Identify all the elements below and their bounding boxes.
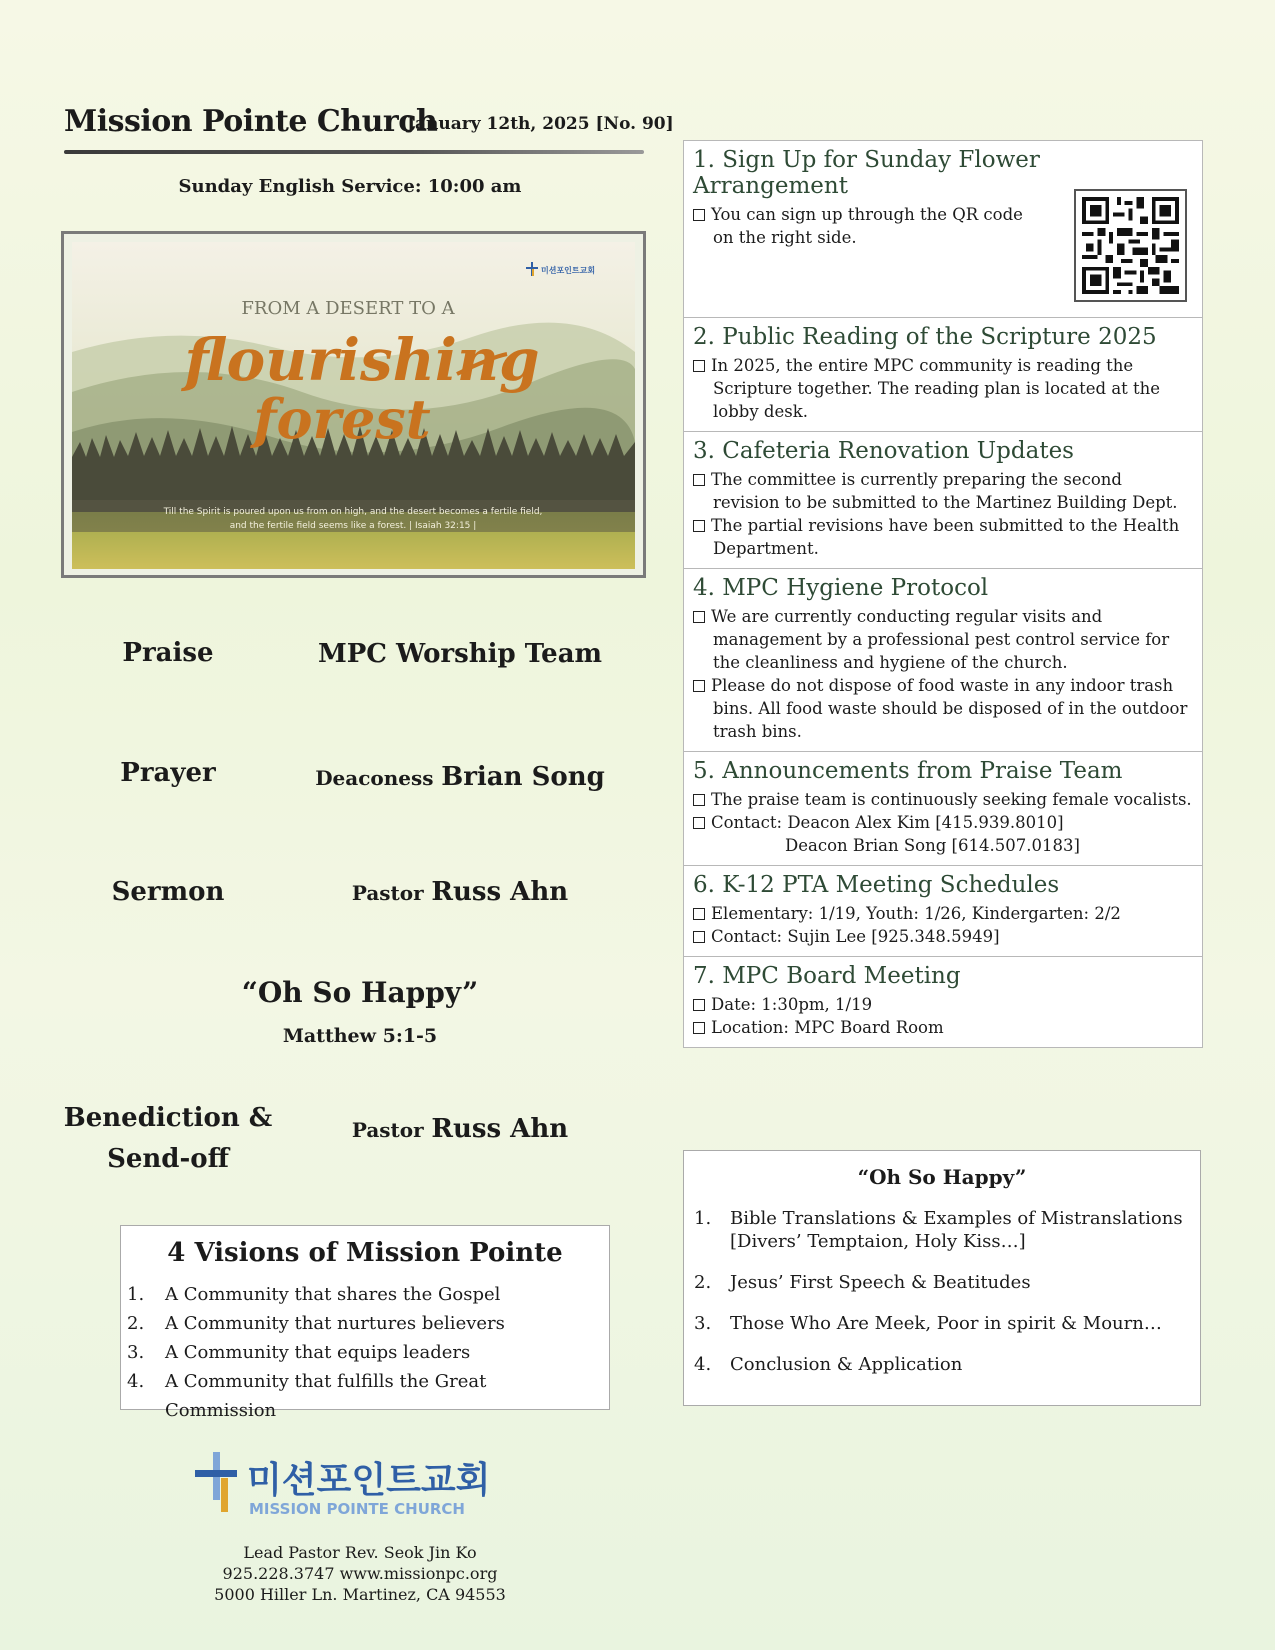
list-item: 4. A Community that fulfills the Great Commission [127, 1371, 487, 1421]
announcement-7: 7. MPC Board Meeting Date: 1:30pm, 1/19 Location: MPC Board Room [693, 963, 961, 1037]
list-item: 4. Conclusion & Application [694, 1354, 963, 1375]
sermon-series-banner [61, 231, 646, 578]
checkbox-icon [693, 360, 705, 372]
list-item: 1. Bible Translations & Examples of Mistranslations [Divers’ Temptaion, Holy Kiss…] [694, 1208, 1183, 1252]
announcements-panel [683, 140, 1203, 1048]
praise-label: Praise [122, 638, 214, 668]
bulletin-date: January 12th, 2025 [No. 90] [407, 114, 674, 134]
banner-script-word2: forest [253, 387, 431, 451]
benediction-label: Benediction & Send-off [63, 1103, 273, 1174]
forest-landscape-image [72, 242, 635, 569]
announcement-6: 6. K-12 PTA Meeting Schedules Elementary: 1/19, Youth: 1/26, Kindergarten: 2/2 Contact: Sujin Lee [925.348.5949] [684, 866, 1202, 957]
checkbox-icon [693, 1022, 705, 1034]
qr-code[interactable] [1074, 189, 1187, 302]
banner-verse-line1: Till the Spirit is poured upon us from on high, and the desert becomes a fertile field, [163, 507, 543, 517]
list-item: 2. Jesus’ First Speech & Beatitudes [694, 1272, 1031, 1293]
svg-text:미션포인트교회: 미션포인트교회 [541, 266, 596, 275]
church-name: Mission Pointe Church [64, 104, 438, 139]
announcement-2: 2. Public Reading of the Scripture 2025 In 2025, the entire MPC community is reading the Scripture together. The reading plan is located at the lobby desk. [684, 318, 1202, 432]
announcement-3: 3. Cafeteria Renovation Updates The committee is currently preparing the second revision to be submitted to the Martinez Building Dept. The partial revisions have been submitted to the Health Department. [684, 432, 1202, 569]
checkbox-icon [693, 817, 705, 829]
checkbox-icon [693, 474, 705, 486]
sermon-label: Sermon [111, 877, 225, 907]
announcement-1: 1. Sign Up for Sunday Flower Arrangement You can sign up through the QR code on the right side. [684, 141, 1202, 318]
checkbox-icon [693, 794, 705, 806]
sermon-scripture: Matthew 5:1-5 [282, 1025, 438, 1047]
outline-heading: “Oh So Happy” [857, 1165, 1027, 1189]
list-item: 2. A Community that nurtures believers [127, 1313, 505, 1334]
list-item: 3. A Community that equips leaders [127, 1342, 471, 1363]
checkbox-icon [693, 209, 705, 221]
checkbox-icon [693, 931, 705, 943]
praise-leader: MPC Worship Team [317, 639, 603, 669]
checkbox-icon [693, 908, 705, 920]
service-time: Sunday English Service: 10:00 am [178, 176, 522, 197]
church-contact: Lead Pastor Rev. Seok Jin Ko 925.228.3747 www.missionpc.org 5000 Hiller Ln. Martinez, CA 94553 [214, 1543, 506, 1604]
visions-box [120, 1225, 610, 1421]
banner-verse-line2: and the fertile field seems like a forest. | Isaiah 32:15 | [229, 521, 477, 531]
checkbox-icon [693, 611, 705, 623]
sermon-outline-box [683, 1150, 1201, 1406]
banner-script-word1: flourishing [184, 326, 540, 394]
logo-english: MISSION POINTE CHURCH [249, 1500, 465, 1518]
prayer-leader: Deaconess Brian Song [315, 762, 605, 792]
checkbox-icon [693, 680, 705, 692]
church-logo [195, 1450, 495, 1530]
sermon-title: “Oh So Happy” [241, 976, 479, 1009]
benediction-leader: Pastor Russ Ahn [351, 1114, 569, 1144]
sermon-preacher: Pastor Russ Ahn [351, 877, 569, 907]
list-item: 1. A Community that shares the Gospel [127, 1284, 501, 1305]
checkbox-icon [693, 999, 705, 1011]
list-item: 3. Those Who Are Meek, Poor in spirit & Mourn… [694, 1313, 1162, 1334]
checkbox-icon [693, 520, 705, 532]
header-rule [64, 150, 644, 154]
logo-korean: 미션포인트교회 [247, 1460, 491, 1501]
prayer-label: Prayer [120, 758, 216, 788]
announcement-5: 5. Announcements from Praise Team The praise team is continuously seeking female vocalists. Contact: Deacon Alex Kim [415.939.8010] Deacon Brian Song [614.507.0183] [684, 752, 1202, 866]
announcement-4: 4. MPC Hygiene Protocol We are currently conducting regular visits and management by a professional pest control service for the cleanliness and hygiene of the church. Please do not dispose of food waste in any indoor trash bins. All food waste should be disposed of in the outdoor trash bins. [684, 569, 1202, 752]
banner-line1: FROM A DESERT TO A [241, 298, 455, 319]
visions-heading: 4 Visions of Mission Pointe [167, 1238, 563, 1268]
